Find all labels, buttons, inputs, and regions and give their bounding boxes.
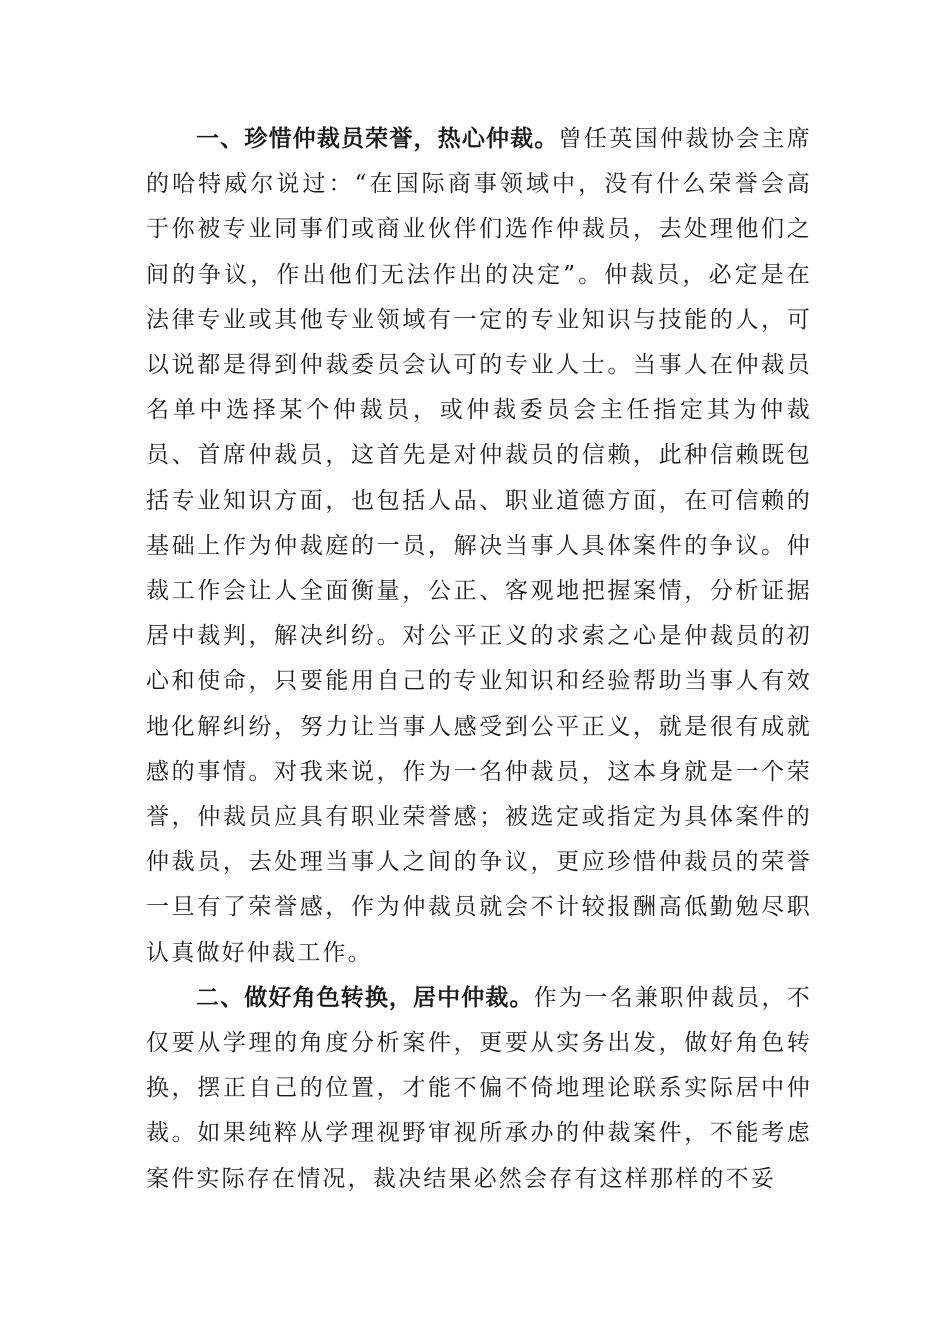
paragraph-2-text: 作为一名兼职仲裁员，不仅要从学理的角度分析案件，更要从实务出发，做好角色转换，摆正自己的位置，才能不偏不倚地理论联系实际居中仲裁。如果纯粹从学理视野审视所承办的仲裁案件，不能考虑案件实际存在情况，裁决结果必然会存有这样那样的不妥 <box>146 984 813 1192</box>
section-heading-2: 二、做好角色转换，居中仲裁。 <box>196 984 534 1011</box>
paragraph-1-text: 曾任英国仲裁协会主席的哈特威尔说过：“在国际商事领域中，没有什么荣誉会高于你被专业同事们或商业伙伴们选作仲裁员，去处理他们之间的争议，作出他们无法作出的决定”。仲裁员，必定是在法律专业或其他专业领域有一定的专业知识与技能的人，可以说都是得到仲裁委员会认可的专业人士。当事人在仲裁员名单中选择某个仲裁员，或仲裁委员会主任指定其为仲裁员、首席仲裁员，这首先是对仲裁员的信赖，此种信赖既包括专业知识方面，也包括人品、职业道德方面，在可信赖的基础上作为仲裁庭的一员，解决当事人具体案件的争议。仲裁工作会让人全面衡量，公正、客观地把握案情，分析证据居中裁判，解决纠纷。对公平正义的求索之心是仲裁员的初心和使命，只要能用自己的专业知识和经验帮助当事人有效地化解纠纷，努力让当事人感受到公平正义，就是很有成就感的事情。对我来说，作为一名仲裁员，这本身就是一个荣誉，仲裁员应具有职业荣誉感；被选定或指定为具体案件的仲裁员，去处理当事人之间的争议，更应珍惜仲裁员的荣誉一旦有了荣誉感，作为仲裁员就会不计较报酬高低勤勉尽职认真做好仲裁工作。 <box>146 126 813 966</box>
paragraph-1 <box>146 117 812 976</box>
paragraph-2 <box>146 976 812 1202</box>
section-heading-1: 一、珍惜仲裁员荣誉，热心仲裁。 <box>196 126 559 152</box>
document-body <box>146 117 812 1202</box>
